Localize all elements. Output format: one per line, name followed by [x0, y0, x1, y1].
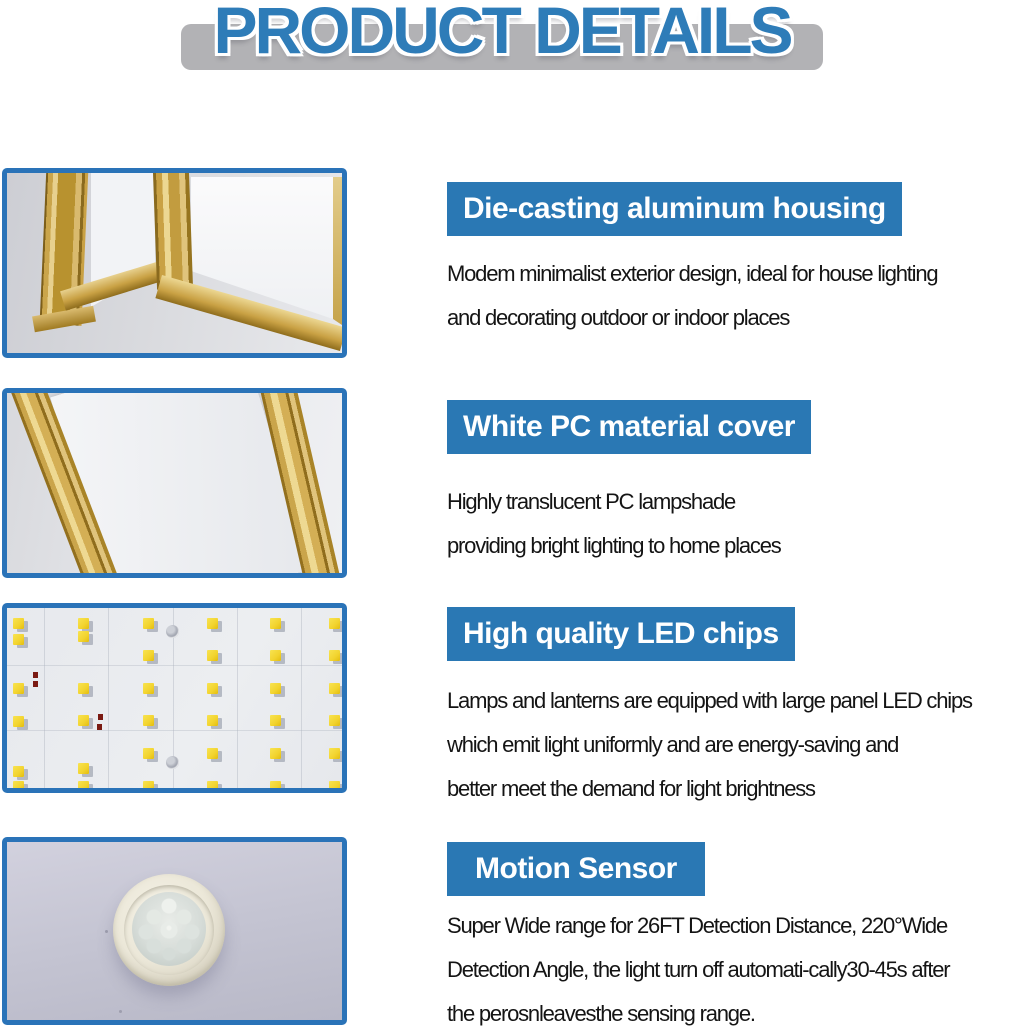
led-chip: [13, 618, 24, 629]
led-chip: [78, 781, 89, 792]
screw-hole: [166, 625, 179, 638]
led-chip: [329, 748, 340, 759]
led-chip: [78, 715, 89, 726]
led-chip: [143, 748, 154, 759]
smd-component: [33, 681, 38, 687]
section-heading-banner: White PC material cover: [447, 400, 811, 454]
motion-sensor-photo: [2, 837, 347, 1025]
led-chip: [329, 715, 340, 726]
led-panel-photo: [2, 603, 347, 793]
section-content: [447, 400, 811, 568]
led-chip: [13, 683, 24, 694]
body-line: providing bright lighting to home places: [447, 533, 781, 558]
smd-component: [97, 724, 102, 730]
surface-speck: [119, 1010, 122, 1013]
led-chip-field: [7, 608, 342, 788]
led-chip: [207, 683, 218, 694]
led-chip: [329, 618, 340, 629]
page-title: PRODUCT DETAILS: [213, 0, 791, 67]
led-chip: [143, 650, 154, 661]
body-line: Highly translucent PC lampshade: [447, 489, 736, 514]
led-chip: [270, 650, 281, 661]
surface-speck: [105, 930, 108, 933]
section-led-chips: [0, 603, 1024, 801]
section-die-casting-housing: [0, 168, 1024, 358]
led-chip: [207, 650, 218, 661]
section-body: [447, 679, 972, 811]
led-chip: [143, 618, 154, 629]
led-chip: [329, 683, 340, 694]
section-motion-sensor: [0, 837, 1024, 1025]
section-heading-banner: Motion Sensor: [447, 842, 705, 896]
led-chip: [143, 715, 154, 726]
section-content: [447, 607, 972, 811]
led-chip: [270, 715, 281, 726]
screw-hole: [166, 756, 179, 769]
led-chip: [207, 715, 218, 726]
led-chip: [270, 618, 281, 629]
led-chip: [13, 781, 24, 792]
section-content: [447, 182, 937, 340]
led-chip: [270, 683, 281, 694]
section-heading-banner: High quality LED chips: [447, 607, 795, 661]
pc-cover-photo: [2, 388, 347, 578]
led-chip: [329, 650, 340, 661]
body-line: and decorating outdoor or indoor places: [447, 305, 790, 330]
led-chip: [78, 618, 89, 629]
led-chip: [13, 766, 24, 777]
led-chip: [143, 683, 154, 694]
body-line: better meet the demand for light brightness: [447, 776, 815, 801]
body-line: Super Wide range for 26FT Detection Distance, 220°Wide: [447, 913, 947, 938]
page-header: [0, 0, 1024, 90]
body-line: the perosnleavesthe sensing range.: [447, 1001, 755, 1026]
led-chip: [270, 748, 281, 759]
led-chip: [78, 631, 89, 642]
section-heading-banner: Die-casting aluminum housing: [447, 182, 902, 236]
led-chip: [13, 634, 24, 645]
led-chip: [329, 781, 340, 792]
section-body: [447, 904, 949, 1036]
led-chip: [13, 716, 24, 727]
section-body: [447, 252, 937, 340]
led-chip: [143, 781, 154, 792]
body-line: Detection Angle, the light turn off automati-cally30-45s after: [447, 957, 950, 982]
led-chip: [78, 683, 89, 694]
section-pc-cover: [0, 388, 1024, 578]
gold-frame-corner-bar: [153, 170, 193, 289]
section-body: [447, 480, 811, 568]
led-chip: [78, 763, 89, 774]
led-chip: [207, 618, 218, 629]
smd-component: [98, 714, 103, 720]
body-line: which emit light uniformly and are energy-saving and: [447, 732, 899, 757]
body-line: Modem minimalist exterior design, ideal for house lighting: [447, 261, 938, 286]
led-chip: [207, 781, 218, 792]
smd-component: [33, 672, 38, 678]
led-chip: [207, 748, 218, 759]
body-line: Lamps and lanterns are equipped with large panel LED chips: [447, 688, 972, 713]
led-chip: [270, 781, 281, 792]
pir-sensor-dome: [132, 892, 206, 966]
housing-photo: [2, 168, 347, 358]
section-content: [447, 842, 949, 1036]
